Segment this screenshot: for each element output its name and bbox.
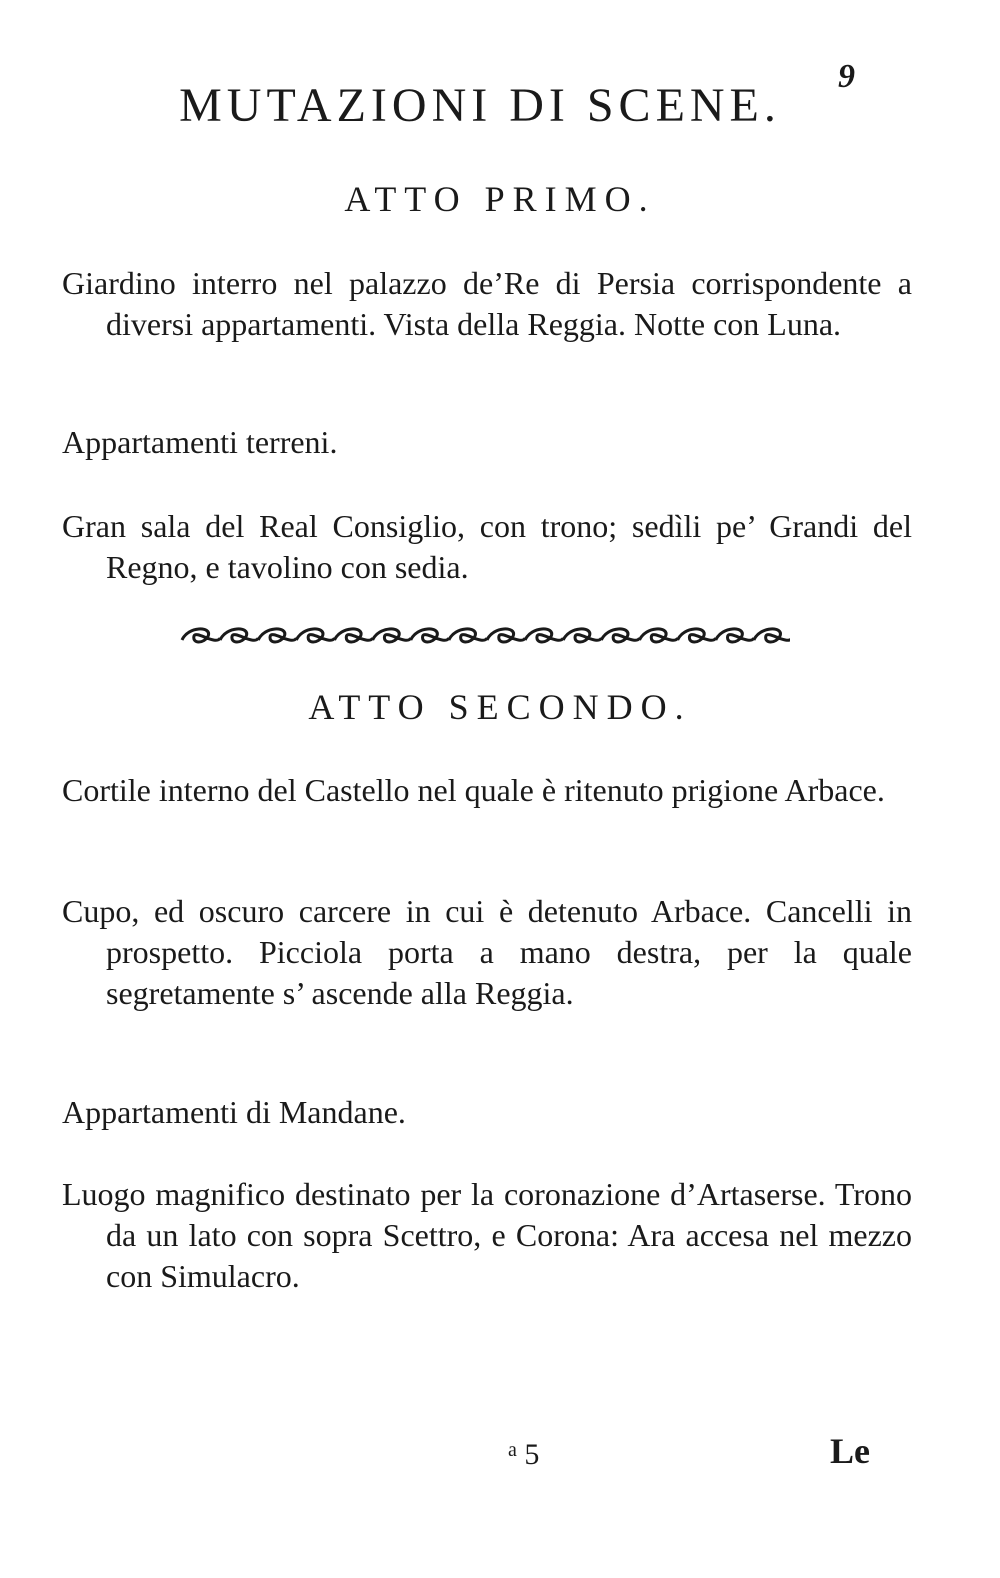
ornament-knot	[678, 629, 716, 642]
ornament-divider	[180, 622, 790, 652]
scene-description: Cortile interno del Castello nel quale è ritenuto prigione Arbace.	[62, 772, 885, 808]
scene-description: Gran sala del Real Consiglio, con trono; sedìli pe’ Grandi del Regno, e tavolino con sedia.	[62, 508, 912, 585]
scene-description: Appartamenti terreni.	[62, 424, 338, 460]
act-heading-secondo: ATTO SECONDO.	[308, 687, 692, 727]
ornament-knot	[220, 629, 258, 642]
ornament-knot	[754, 629, 790, 642]
ornament-knot	[411, 629, 449, 642]
ornament-knot	[335, 629, 373, 642]
ornament-knot	[716, 629, 754, 642]
ornament-knot	[373, 629, 411, 642]
ornament-knot	[640, 629, 678, 642]
scene-description: Giardino interro nel palazzo de’Re di Persia corrispondente a diversi appartamenti. Vista della Reggia. Notte con Luna.	[62, 265, 912, 342]
ornament-knot	[449, 629, 487, 642]
scene-description: Appartamenti di Mandane.	[62, 1094, 406, 1130]
ornament-knot	[258, 629, 296, 642]
ornament-knot	[487, 629, 525, 642]
signature-letter: a	[508, 1439, 517, 1461]
catchword: Le	[830, 1431, 870, 1471]
scene-description: Cupo, ed oscuro carcere in cui è detenuto Arbace. Cancelli in prospetto. Picciola porta a mano destra, per la quale segretamente s’ ascende alla Reggia.	[62, 893, 912, 1011]
page-title: MUTAZIONI DI SCENE.	[179, 79, 781, 132]
ornament-knot	[601, 629, 639, 642]
act-heading-primo: ATTO PRIMO.	[344, 179, 656, 219]
ornament-knot	[563, 629, 601, 642]
ornament-knot	[296, 629, 334, 642]
signature-mark	[508, 1438, 539, 1472]
ornament-knot	[525, 629, 563, 642]
signature-number: 5	[524, 1438, 540, 1471]
ornament-knot	[182, 629, 220, 642]
page-number: 9	[838, 58, 855, 95]
scene-description: Luogo magnifico destinato per la coronazione d’Artaserse. Trono da un lato con sopra Scettro, e Corona: Ara accesa nel mezzo con Simulacro.	[62, 1176, 912, 1294]
